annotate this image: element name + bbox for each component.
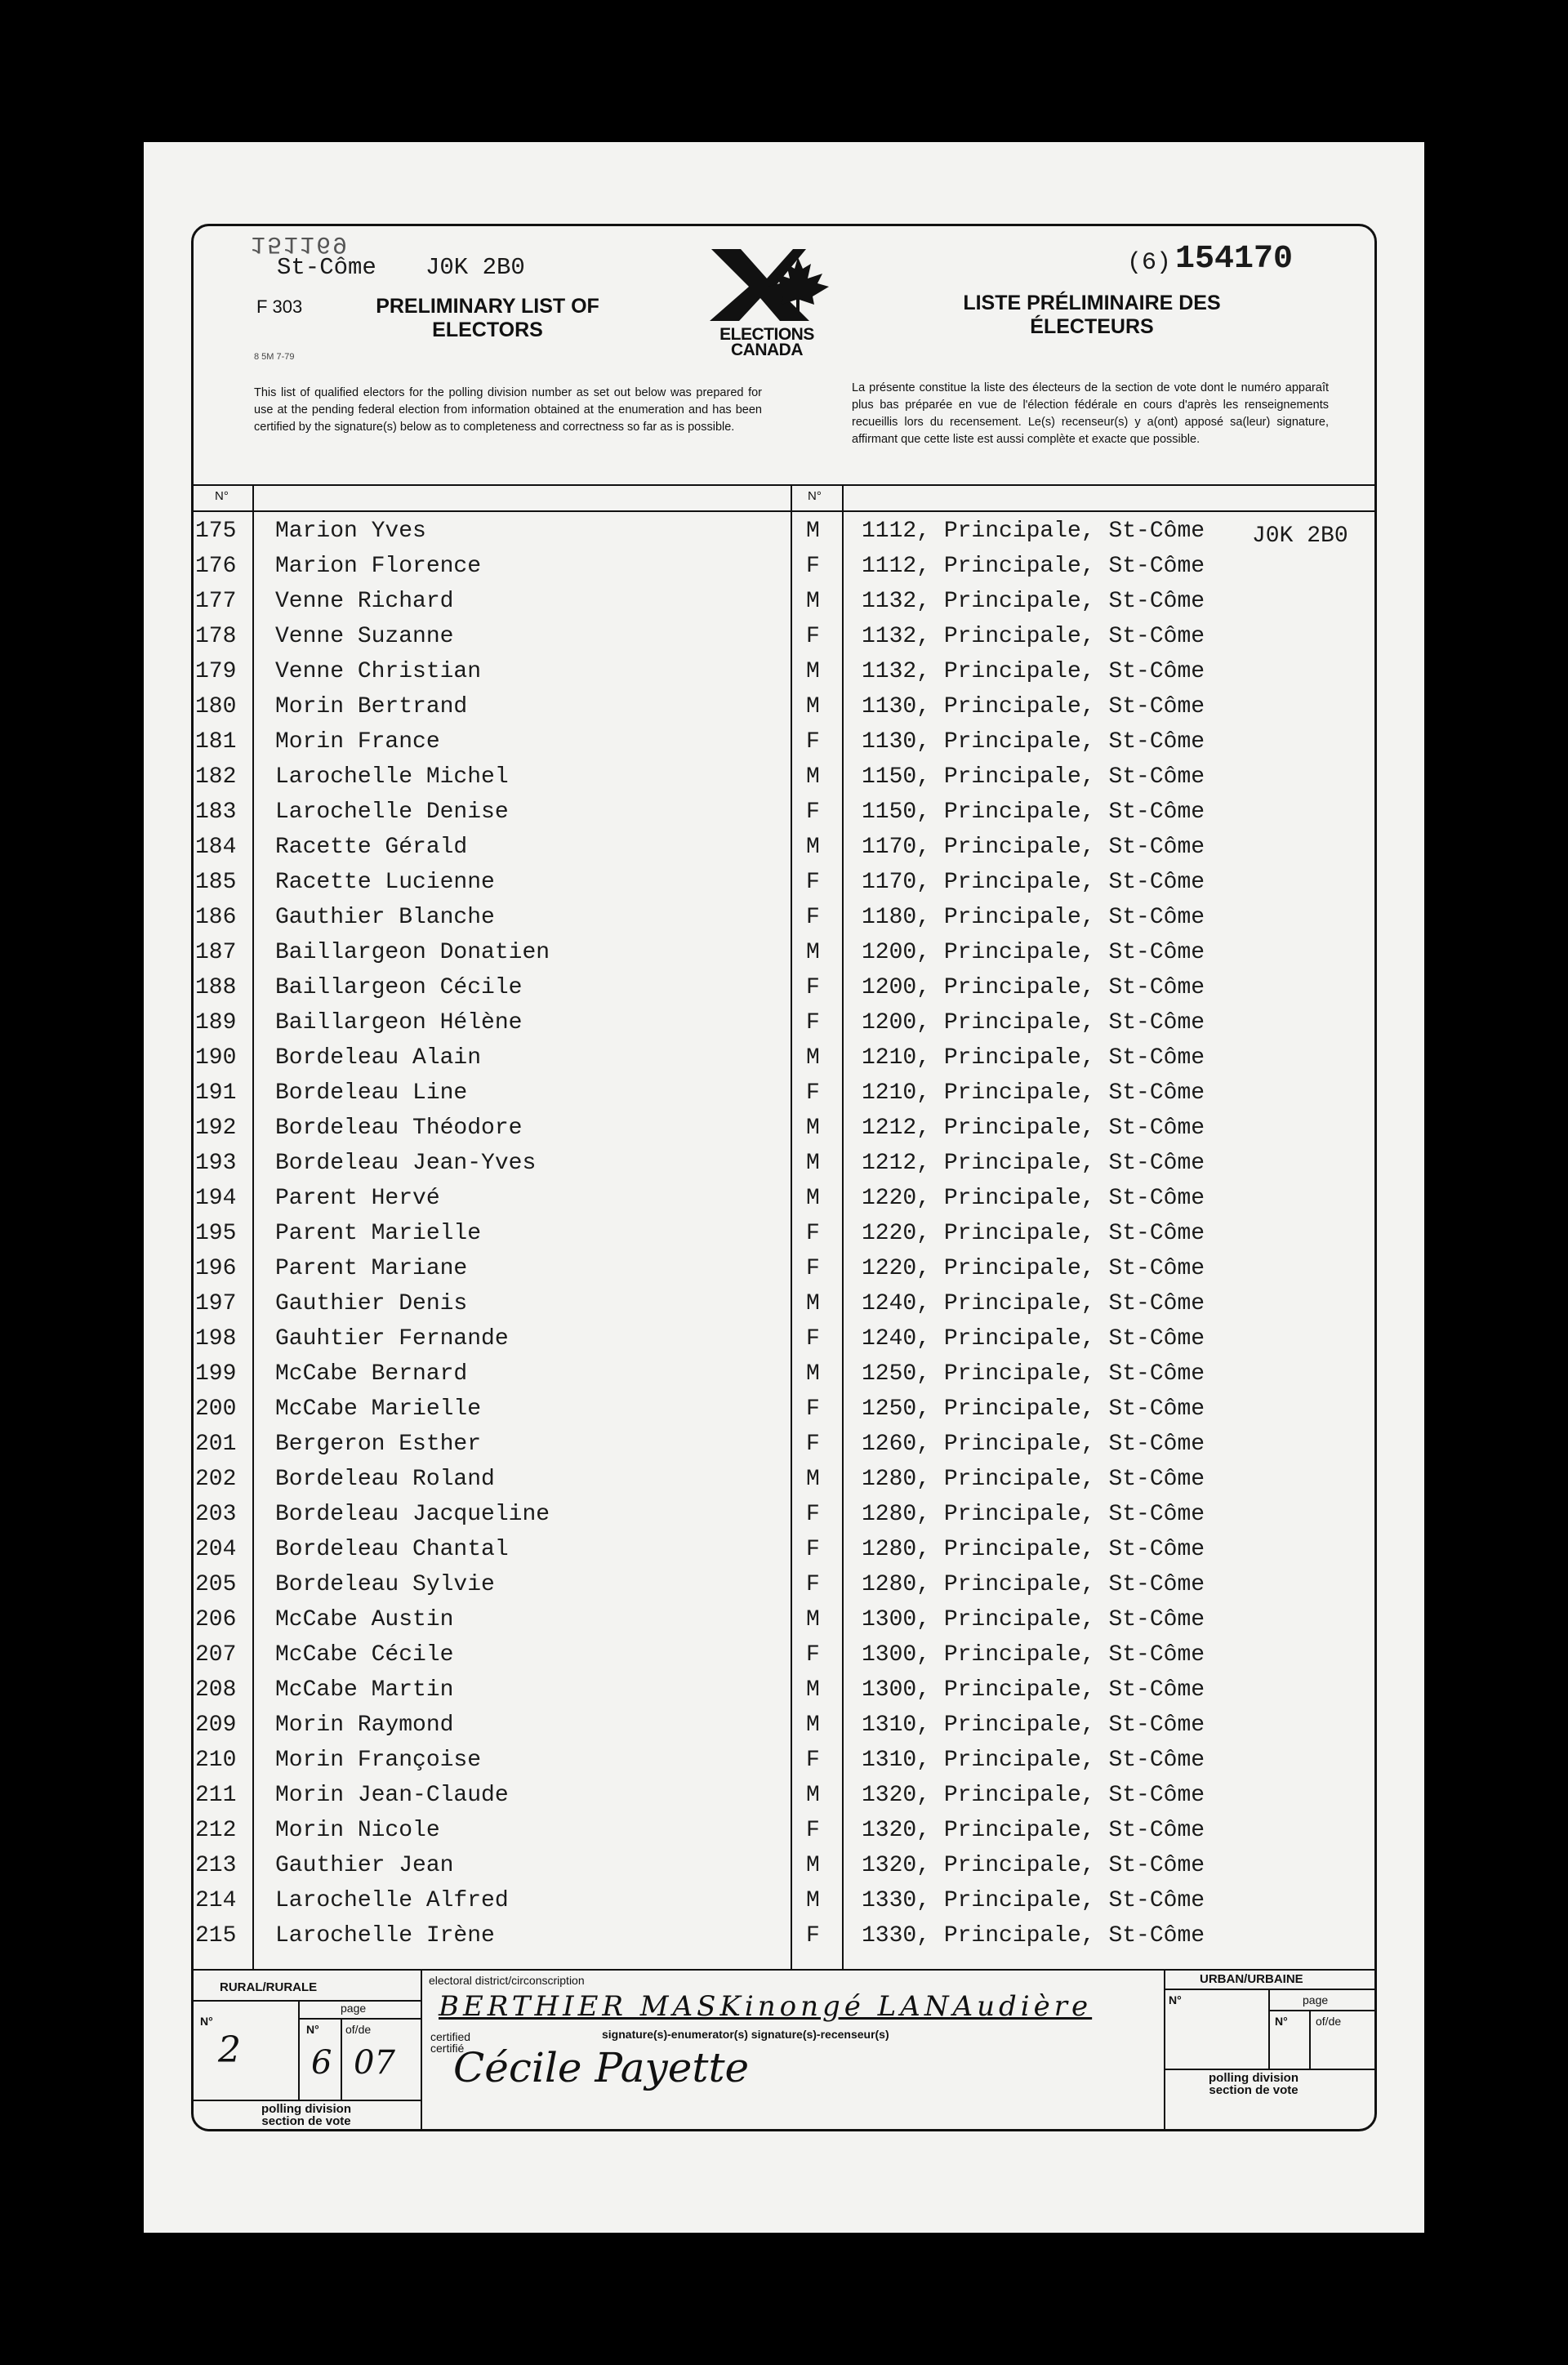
elector-number: 200 <box>195 1396 237 1422</box>
rural-no-label: N° <box>200 2015 213 2028</box>
elector-address: 1150, Principale, St-Côme <box>862 764 1205 790</box>
table-row <box>194 689 1379 724</box>
table-row <box>194 654 1379 689</box>
elector-sex: M <box>806 1607 820 1632</box>
elector-address: 1310, Principale, St-Côme <box>862 1713 1205 1738</box>
elector-sex: M <box>806 1677 820 1703</box>
elector-number: 190 <box>195 1045 237 1071</box>
elector-sex: F <box>806 624 820 649</box>
form-code: F 303 <box>256 296 303 317</box>
elector-name: Gauthier Jean <box>275 1853 454 1878</box>
elector-address: 1320, Principale, St-Côme <box>862 1853 1205 1878</box>
table-row <box>194 1848 1379 1883</box>
elector-address: 1320, Principale, St-Côme <box>862 1818 1205 1843</box>
table-row <box>194 1462 1379 1497</box>
elector-number: 194 <box>195 1186 237 1211</box>
elector-number: 193 <box>195 1151 237 1176</box>
elector-address: 1200, Principale, St-Côme <box>862 975 1205 1000</box>
table-row <box>194 1883 1379 1918</box>
column-header-no: N° <box>215 489 229 503</box>
table-row <box>194 1532 1379 1567</box>
elector-name: Venne Christian <box>275 659 482 684</box>
table-row <box>194 1005 1379 1040</box>
elector-sex: M <box>806 694 820 719</box>
elector-sex: M <box>806 940 820 965</box>
elector-name: Baillargeon Cécile <box>275 975 523 1000</box>
elector-name: Morin Bertrand <box>275 694 468 719</box>
elector-number: 176 <box>195 554 237 579</box>
elector-number: 181 <box>195 729 237 755</box>
elector-number: 179 <box>195 659 237 684</box>
table-row <box>194 1392 1379 1427</box>
elector-address: 1250, Principale, St-Côme <box>862 1361 1205 1387</box>
postal-code: J0K 2B0 <box>425 254 525 281</box>
elector-sex: F <box>806 799 820 825</box>
elector-name: Larochelle Irène <box>275 1923 495 1949</box>
table-row <box>194 1813 1379 1848</box>
elector-number: 211 <box>195 1783 237 1808</box>
elector-address: 1280, Principale, St-Côme <box>862 1572 1205 1597</box>
table-row <box>194 1216 1379 1251</box>
elector-sex: F <box>806 1432 820 1457</box>
elector-address: 1132, Principale, St-Côme <box>862 589 1205 614</box>
elector-number: 212 <box>195 1818 237 1843</box>
elector-address: 1200, Principale, St-Côme <box>862 940 1205 965</box>
elector-number: 201 <box>195 1432 237 1457</box>
elector-sex: F <box>806 1502 820 1527</box>
logo-text-canada: CANADA <box>731 341 803 359</box>
table-row <box>194 759 1379 795</box>
elector-name: Baillargeon Hélène <box>275 1010 523 1036</box>
elector-name: Morin France <box>275 729 440 755</box>
elector-name: Gauhtier Fernande <box>275 1326 509 1352</box>
table-row <box>194 970 1379 1005</box>
elector-name: Bordeleau Chantal <box>275 1537 509 1562</box>
table-row <box>194 1356 1379 1392</box>
electoral-district-value: BERTHIER MASKinongé LANAudière <box>439 1990 1093 2023</box>
certified-label: certified certifié <box>430 2030 471 2055</box>
elector-sex: F <box>806 975 820 1000</box>
elector-name: Gauthier Denis <box>275 1291 468 1316</box>
table-row <box>194 1708 1379 1743</box>
table-row <box>194 1778 1379 1813</box>
elector-address: 1240, Principale, St-Côme <box>862 1291 1205 1316</box>
elector-number: 186 <box>195 905 237 930</box>
elector-name: Bergeron Esther <box>275 1432 482 1457</box>
table-row <box>194 1181 1379 1216</box>
list-prefix: (6) <box>1127 249 1172 277</box>
list-number: 154170 <box>1175 241 1294 278</box>
elector-address: 1240, Principale, St-Côme <box>862 1326 1205 1352</box>
elector-address: 1280, Principale, St-Côme <box>862 1537 1205 1562</box>
elector-name: McCabe Cécile <box>275 1642 454 1668</box>
elector-sex: M <box>806 1116 820 1141</box>
elector-name: Morin Françoise <box>275 1748 482 1773</box>
elector-sex: M <box>806 1186 820 1211</box>
urban-box <box>1164 1969 1374 2131</box>
table-row <box>194 514 1379 549</box>
elector-number: 185 <box>195 870 237 895</box>
elector-number: 178 <box>195 624 237 649</box>
rural-page-no-label: N° <box>306 2023 319 2036</box>
elector-address: 1170, Principale, St-Côme <box>862 870 1205 895</box>
elector-number: 188 <box>195 975 237 1000</box>
elector-number: 196 <box>195 1256 237 1281</box>
elector-number: 187 <box>195 940 237 965</box>
elector-sex: F <box>806 1537 820 1562</box>
elector-name: Larochelle Alfred <box>275 1888 509 1913</box>
elector-address: 1170, Principale, St-Côme <box>862 835 1205 860</box>
elector-address: 1220, Principale, St-Côme <box>862 1221 1205 1246</box>
elector-name: Gauthier Blanche <box>275 905 495 930</box>
table-row <box>194 619 1379 654</box>
table-row <box>194 795 1379 830</box>
elector-number: 175 <box>195 519 237 544</box>
elector-number: 177 <box>195 589 237 614</box>
table-row <box>194 865 1379 900</box>
elector-sex: M <box>806 1291 820 1316</box>
elector-sex: M <box>806 1151 820 1176</box>
elector-number: 215 <box>195 1923 237 1949</box>
elector-address: 1212, Principale, St-Côme <box>862 1116 1205 1141</box>
elector-address: 1212, Principale, St-Côme <box>862 1151 1205 1176</box>
elector-name: Racette Gérald <box>275 835 468 860</box>
elector-address: 1220, Principale, St-Côme <box>862 1186 1205 1211</box>
rural-of-label: of/de <box>345 2023 372 2036</box>
table-row <box>194 935 1379 970</box>
elector-name: Parent Hervé <box>275 1186 440 1211</box>
table-row <box>194 724 1379 759</box>
elector-address: 1180, Principale, St-Côme <box>862 905 1205 930</box>
table-row <box>194 1286 1379 1321</box>
elector-sex: M <box>806 1467 820 1492</box>
urban-no-label: N° <box>1169 1993 1182 2006</box>
table-row <box>194 1321 1379 1356</box>
table-row <box>194 1146 1379 1181</box>
table-row <box>194 1497 1379 1532</box>
elector-address: 1310, Principale, St-Côme <box>862 1748 1205 1773</box>
rural-box-divider <box>421 1969 422 2131</box>
elector-number: 197 <box>195 1291 237 1316</box>
column-header-no-sex: N° <box>808 489 822 503</box>
elector-name: Bordeleau Roland <box>275 1467 495 1492</box>
elector-sex: F <box>806 1572 820 1597</box>
elector-address: 1210, Principale, St-Côme <box>862 1045 1205 1071</box>
urban-polling-division-label: polling division section de vote <box>1209 2071 1298 2097</box>
header-rule-bottom <box>194 510 1377 512</box>
elector-name: Marion Yves <box>275 519 426 544</box>
elector-sex: F <box>806 1256 820 1281</box>
elector-list-form <box>191 224 1377 2131</box>
elector-address: 1210, Principale, St-Côme <box>862 1080 1205 1106</box>
table-row <box>194 549 1379 584</box>
table-row <box>194 1637 1379 1672</box>
elector-sex: F <box>806 1080 820 1106</box>
elector-name: Parent Mariane <box>275 1256 468 1281</box>
table-row <box>194 1427 1379 1462</box>
elector-address: 1132, Principale, St-Côme <box>862 624 1205 649</box>
elector-address: 1280, Principale, St-Côme <box>862 1502 1205 1527</box>
elector-sex: F <box>806 1642 820 1668</box>
elector-name: Morin Raymond <box>275 1713 454 1738</box>
elector-address: 1220, Principale, St-Côme <box>862 1256 1205 1281</box>
locality: St-Côme <box>277 254 376 281</box>
elector-number: 206 <box>195 1607 237 1632</box>
title-fr: LISTE PRÉLIMINAIRE DES ÉLECTEURS <box>963 292 1221 338</box>
signature-label: signature(s)-enumerator(s) signature(s)-recenseur(s) <box>602 2028 889 2041</box>
elector-address: 1260, Principale, St-Côme <box>862 1432 1205 1457</box>
elector-address: 1112, Principale, St-Côme <box>862 519 1205 544</box>
table-row <box>194 584 1379 619</box>
elector-name: McCabe Austin <box>275 1607 454 1632</box>
first-row-postal-code: J0K 2B0 <box>1252 523 1348 549</box>
elector-name: Bordeleau Alain <box>275 1045 482 1071</box>
table-row <box>194 1251 1379 1286</box>
table-row <box>194 1602 1379 1637</box>
elector-address: 1130, Principale, St-Côme <box>862 694 1205 719</box>
elector-name: Bordeleau Sylvie <box>275 1572 495 1597</box>
elector-sex: M <box>806 764 820 790</box>
table-row <box>194 1918 1379 1953</box>
elector-address: 1300, Principale, St-Côme <box>862 1677 1205 1703</box>
elector-sex: F <box>806 1396 820 1422</box>
elector-sex: M <box>806 1713 820 1738</box>
print-code: 8 5M 7-79 <box>254 352 295 362</box>
elector-number: 199 <box>195 1361 237 1387</box>
table-row <box>194 1743 1379 1778</box>
elector-name: Venne Suzanne <box>275 624 454 649</box>
logo-text-elections: ELECTIONS <box>719 325 814 344</box>
elector-sex: F <box>806 1010 820 1036</box>
elector-name: Bordeleau Théodore <box>275 1116 523 1141</box>
table-row <box>194 1040 1379 1076</box>
rural-page-total: 07 <box>354 2044 395 2082</box>
elector-sex: M <box>806 1783 820 1808</box>
elector-number: 213 <box>195 1853 237 1878</box>
urban-page-no-label: N° <box>1275 2015 1288 2028</box>
urban-label: URBAN/URBAINE <box>1200 1972 1303 1986</box>
elector-sex: M <box>806 659 820 684</box>
elector-name: Racette Lucienne <box>275 870 495 895</box>
elector-sex: F <box>806 1923 820 1949</box>
rural-page-number: 6 <box>311 2044 332 2082</box>
urban-of-label: of/de <box>1316 2015 1342 2028</box>
intro-text-en: This list of qualified electors for the polling division number as set out below was prepared for use at the pending federal election from information obtained at the enumeration and has been certified by the signature(s) below as to completeness and correctness so far as is possible. <box>254 386 762 434</box>
elector-address: 1330, Principale, St-Côme <box>862 1923 1205 1949</box>
elector-name: McCabe Marielle <box>275 1396 482 1422</box>
elector-address: 1330, Principale, St-Côme <box>862 1888 1205 1913</box>
elector-number: 195 <box>195 1221 237 1246</box>
table-row <box>194 1567 1379 1602</box>
elector-address: 1300, Principale, St-Côme <box>862 1607 1205 1632</box>
elector-address: 1112, Principale, St-Côme <box>862 554 1205 579</box>
elector-name: Morin Nicole <box>275 1818 440 1843</box>
elector-number: 180 <box>195 694 237 719</box>
table-row <box>194 900 1379 935</box>
elector-number: 191 <box>195 1080 237 1106</box>
table-row <box>194 1111 1379 1146</box>
elector-sex: F <box>806 554 820 579</box>
handwritten-number: 151169 <box>251 229 350 257</box>
maple-leaf-x-icon <box>702 249 832 321</box>
elector-sex: M <box>806 1045 820 1071</box>
elector-number: 189 <box>195 1010 237 1036</box>
elector-number: 204 <box>195 1537 237 1562</box>
elector-name: Baillargeon Donatien <box>275 940 550 965</box>
elector-sex: M <box>806 1888 820 1913</box>
elector-name: Parent Marielle <box>275 1221 482 1246</box>
urban-page-label: page <box>1303 1993 1329 2006</box>
elector-name: Morin Jean-Claude <box>275 1783 509 1808</box>
table-row <box>194 1672 1379 1708</box>
enumerator-signature: Cécile Payette <box>453 2044 750 2091</box>
elector-name: Bordeleau Jean-Yves <box>275 1151 537 1176</box>
elector-address: 1280, Principale, St-Côme <box>862 1467 1205 1492</box>
elector-name: McCabe Martin <box>275 1677 454 1703</box>
rural-page-label: page <box>341 2002 367 2015</box>
rural-polling-division-label: polling division section de vote <box>261 2102 351 2128</box>
elector-name: Marion Florence <box>275 554 482 579</box>
elector-sex: M <box>806 1853 820 1878</box>
rural-label: RURAL/RURALE <box>220 1980 318 1994</box>
elector-number: 210 <box>195 1748 237 1773</box>
district-label: electoral district/circonscription <box>429 1974 585 1987</box>
elector-number: 208 <box>195 1677 237 1703</box>
elector-sex: F <box>806 905 820 930</box>
elector-address: 1250, Principale, St-Côme <box>862 1396 1205 1422</box>
elector-number: 207 <box>195 1642 237 1668</box>
elections-canada-logo <box>702 249 832 359</box>
elector-address: 1320, Principale, St-Côme <box>862 1783 1205 1808</box>
elector-name: Larochelle Michel <box>275 764 509 790</box>
elector-sex: M <box>806 589 820 614</box>
elector-address: 1300, Principale, St-Côme <box>862 1642 1205 1668</box>
elector-number: 183 <box>195 799 237 825</box>
elector-number: 214 <box>195 1888 237 1913</box>
elector-name: McCabe Bernard <box>275 1361 468 1387</box>
elector-address: 1130, Principale, St-Côme <box>862 729 1205 755</box>
elector-name: Bordeleau Jacqueline <box>275 1502 550 1527</box>
title-en: PRELIMINARY LIST OF ELECTORS <box>376 295 599 341</box>
header-rule-top <box>194 484 1377 486</box>
elector-number: 192 <box>195 1116 237 1141</box>
elector-address: 1150, Principale, St-Côme <box>862 799 1205 825</box>
elector-sex: F <box>806 729 820 755</box>
elector-number: 209 <box>195 1713 237 1738</box>
elector-number: 182 <box>195 764 237 790</box>
elector-sex: M <box>806 835 820 860</box>
elector-number: 202 <box>195 1467 237 1492</box>
elector-sex: F <box>806 1748 820 1773</box>
elector-sex: F <box>806 1326 820 1352</box>
intro-text-fr: La présente constitue la liste des électeurs de la section de vote dont le numéro apparaît plus bas préparée en vue de l'élection fédérale en cours d'après les renseignements recueillis lors du recensement. Le(s) recenseur(s) y a(ont) apposé sa(leur) signature, affirmant que cette liste est aussi complète et exacte que possible. <box>852 381 1329 446</box>
table-row <box>194 830 1379 865</box>
rural-box <box>194 1969 421 2131</box>
elector-sex: F <box>806 1818 820 1843</box>
elector-address: 1132, Principale, St-Côme <box>862 659 1205 684</box>
elector-name: Venne Richard <box>275 589 454 614</box>
elector-number: 198 <box>195 1326 237 1352</box>
elector-address: 1200, Principale, St-Côme <box>862 1010 1205 1036</box>
rural-division-number: 2 <box>218 2029 241 2071</box>
elector-number: 203 <box>195 1502 237 1527</box>
table-row <box>194 1076 1379 1111</box>
elector-sex: M <box>806 519 820 544</box>
elector-number: 205 <box>195 1572 237 1597</box>
elector-number: 184 <box>195 835 237 860</box>
elector-sex: M <box>806 1361 820 1387</box>
elector-name: Bordeleau Line <box>275 1080 468 1106</box>
elector-sex: F <box>806 870 820 895</box>
elector-sex: F <box>806 1221 820 1246</box>
elector-name: Larochelle Denise <box>275 799 509 825</box>
